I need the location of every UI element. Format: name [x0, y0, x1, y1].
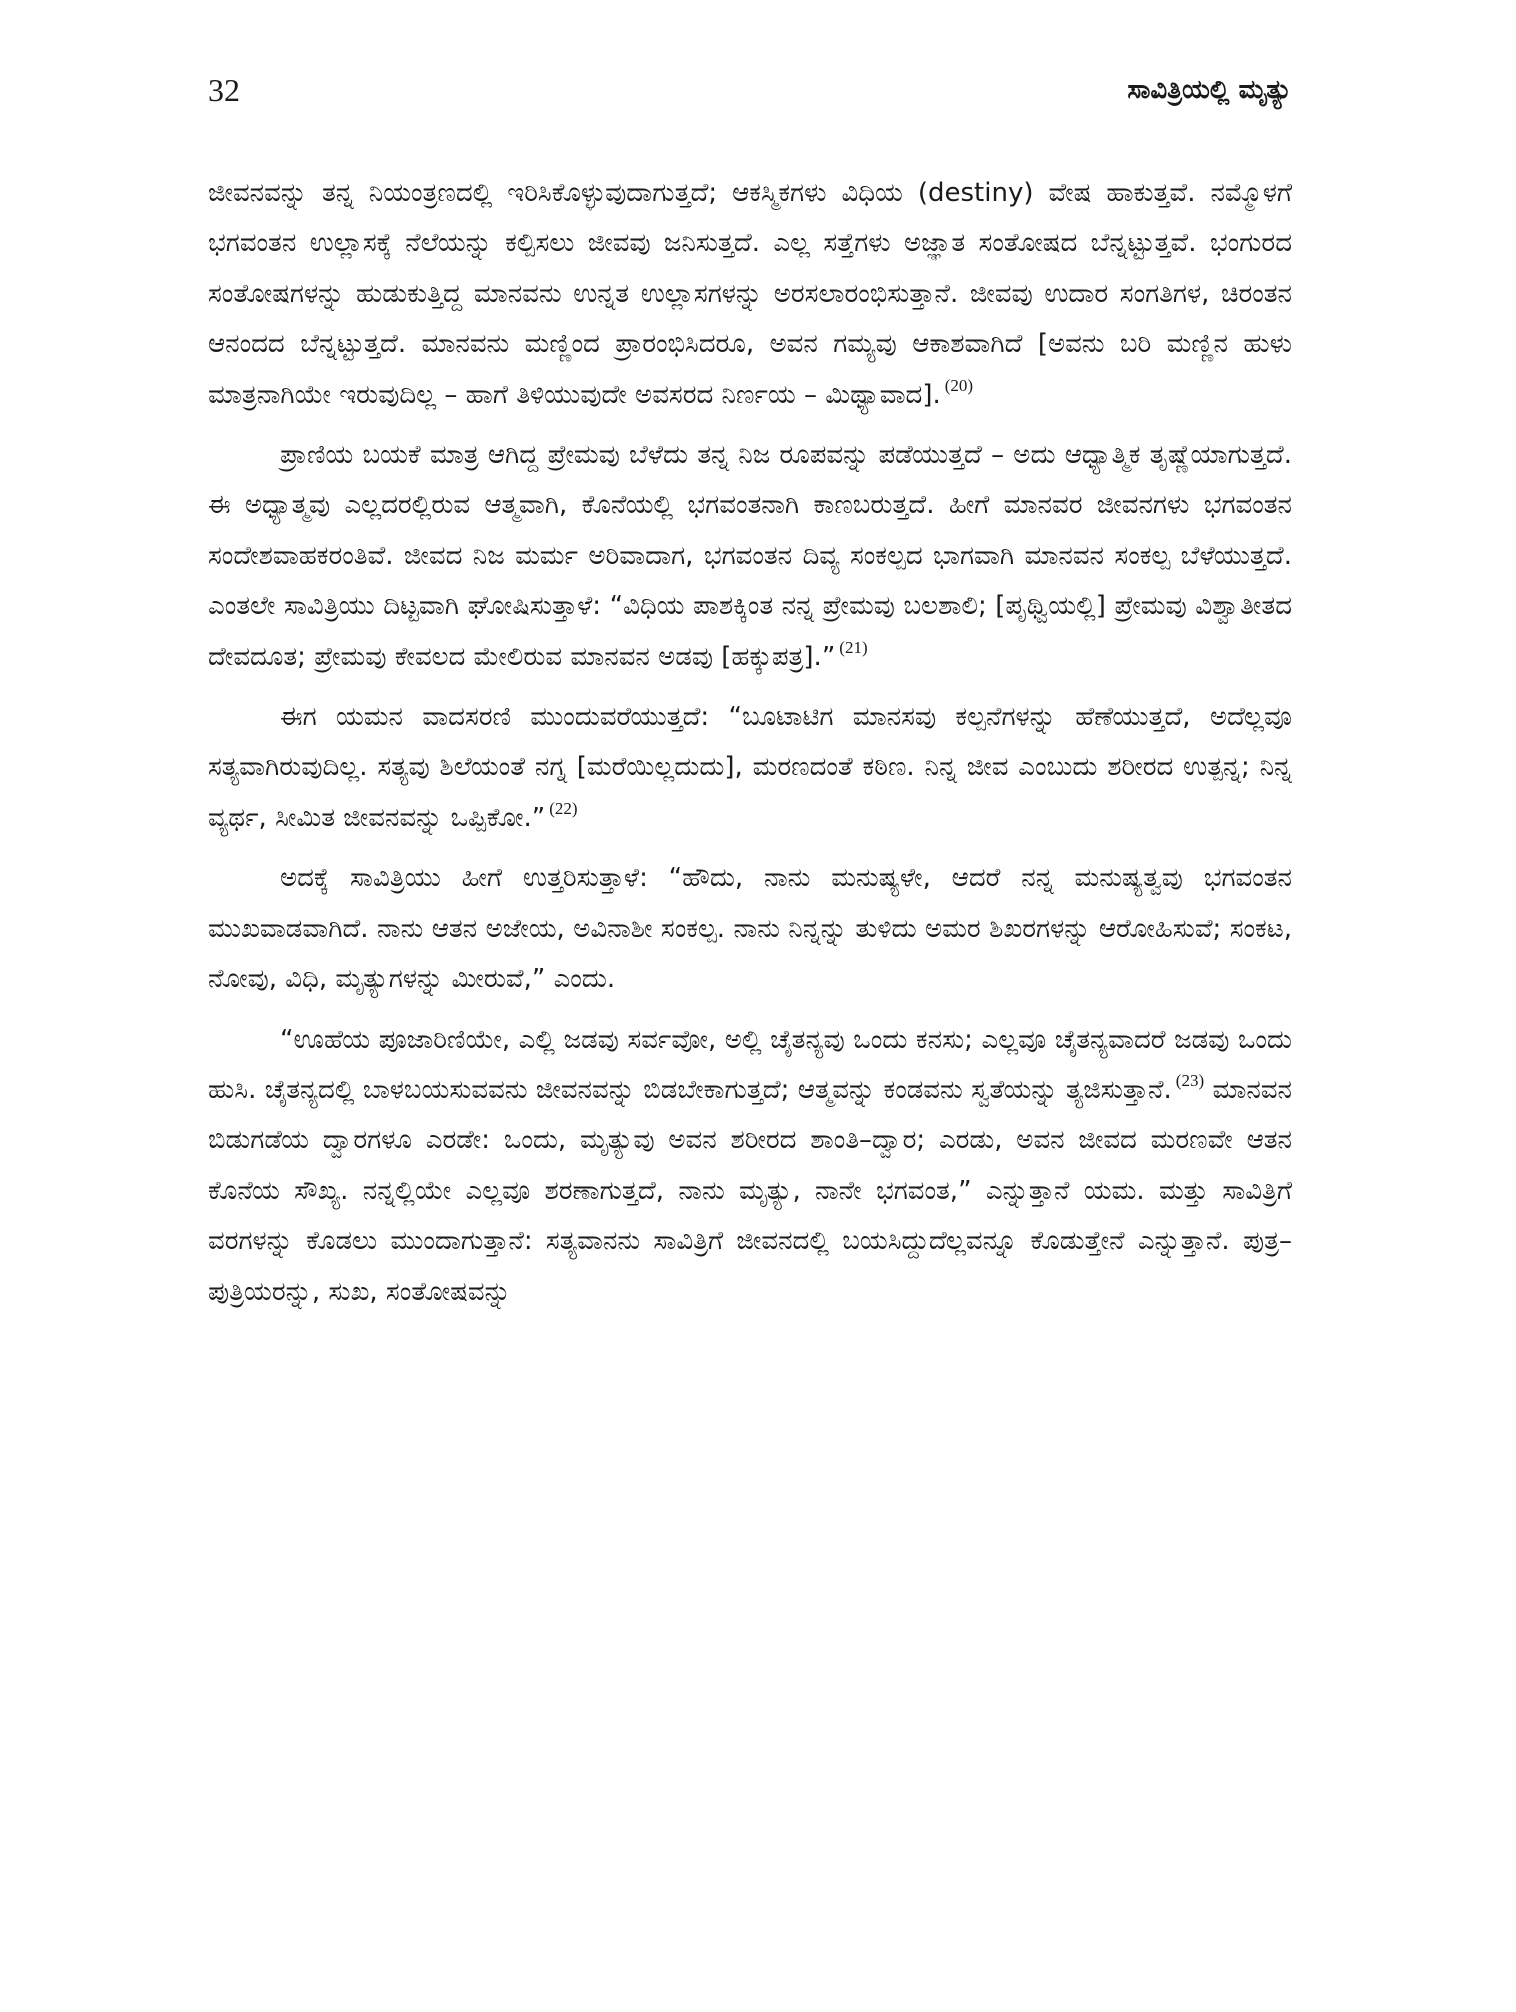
paragraph-text-continued: ಮಾನವನ ಬಿಡುಗಡೆಯ ದ್ವಾರಗಳೂ ಎರಡೇ: ಒಂದು, ಮೃತ್ಯುವು ಅವನ ಶರೀರದ ಶಾಂತಿ–ದ್ವಾರ; ಎರಡು, ಅವನ ಜೀವದ ಮರಣವೇ ಆತನ ಕೊನೆಯ ಸೌಖ್ಯ. ನನ್ನಲ್ಲಿಯೇ ಎಲ್ಲವೂ ಶರಣಾಗುತ್ತದೆ, ನಾನು ಮೃತ್ಯು, ನಾನೇ ಭಗವಂತ,” ಎನ್ನುತ್ತಾನೆ ಯಮ. ಮತ್ತು ಸಾವಿತ್ರಿಗೆ ವರಗಳನ್ನು ಕೊಡಲು ಮುಂದಾಗುತ್ತಾನೆ: ಸತ್ಯವಾನನು ಸಾವಿತ್ರಿಗೆ ಜೀವನದಲ್ಲಿ ಬಯಸಿದ್ದುದೆಲ್ಲವನ್ನೂ ಕೊಡುತ್ತೇನೆ ಎನ್ನುತ್ತಾನೆ. ಪುತ್ರ–ಪುತ್ರಿಯರನ್ನು, ಸುಖ, ಸಂತೋಷವನ್ನು	[208, 1074, 1292, 1307]
paragraph	[208, 430, 1292, 682]
footnote-reference: (21)	[839, 637, 868, 657]
footnote-reference: (20)	[944, 375, 974, 395]
paragraph-text: “ಊಹೆಯ ಪೂಜಾರಿಣಿಯೇ, ಎಲ್ಲಿ ಜಡವು ಸರ್ವವೋ, ಅಲ್ಲಿ ಚೈತನ್ಯವು ಒಂದು ಕನಸು; ಎಲ್ಲವೂ ಚೈತನ್ಯವಾದರೆ ಜಡವು ಒಂದು ಹುಸಿ. ಚೈತನ್ಯದಲ್ಲಿ ಬಾಳಬಯಸುವವನು ಜೀವನವನ್ನು ಬಿಡಬೇಕಾಗುತ್ತದೆ; ಆತ್ಮವನ್ನು ಕಂಡವನು ಸ್ವತೆಯನ್ನು ತ್ಯಜಿಸುತ್ತಾನೆ.	[208, 1024, 1292, 1105]
paragraph-text: ಅದಕ್ಕೆ ಸಾವಿತ್ರಿಯು ಹೀಗೆ ಉತ್ತರಿಸುತ್ತಾಳೆ: “ಹೌದು, ನಾನು ಮನುಷ್ಯಳೇ, ಆದರೆ ನನ್ನ ಮನುಷ್ಯತ್ವವು ಭಗವಂತನ ಮುಖವಾಡವಾಗಿದೆ. ನಾನು ಆತನ ಅಜೇಯ, ಅವಿನಾಶೀ ಸಂಕಲ್ಪ. ನಾನು ನಿನ್ನನ್ನು ತುಳಿದು ಅಮರ ಶಿಖರಗಳನ್ನು ಆರೋಹಿಸುವೆ; ಸಂಕಟ, ನೋವು, ವಿಧಿ, ಮೃತ್ಯುಗಳನ್ನು ಮೀರುವೆ,” ಎಂದು.	[208, 863, 1292, 995]
page-header	[208, 62, 1292, 110]
paragraph-text: ಜೀವನವನ್ನು ತನ್ನ ನಿಯಂತ್ರಣದಲ್ಲಿ ಇರಿಸಿಕೊಳ್ಳುವುದಾಗುತ್ತದೆ; ಆಕಸ್ಮಿಕಗಳು ವಿಧಿಯ (destiny) ವೇಷ ಹಾಕುತ್ತವೆ. ನಮ್ಮೊಳಗೆ ಭಗವಂತನ ಉಲ್ಲಾಸಕ್ಕೆ ನೆಲೆಯನ್ನು ಕಲ್ಪಿಸಲು ಜೀವವು ಜನಿಸುತ್ತದೆ. ಎಲ್ಲ ಸತ್ತೆಗಳು ಅಜ್ಞಾತ ಸಂತೋಷದ ಬೆನ್ನಟ್ಟುತ್ತವೆ. ಭಂಗುರದ ಸಂತೋಷಗಳನ್ನು ಹುಡುಕುತ್ತಿದ್ದ ಮಾನವನು ಉನ್ನತ ಉಲ್ಲಾಸಗಳನ್ನು ಅರಸಲಾರಂಭಿಸುತ್ತಾನೆ. ಜೀವವು ಉದಾರ ಸಂಗತಿಗಳ, ಚಿರಂತನ ಆನಂದದ ಬೆನ್ನಟ್ಟುತ್ತದೆ. ಮಾನವನು ಮಣ್ಣಿಂದ ಪ್ರಾರಂಭಿಸಿದರೂ, ಅವನ ಗಮ್ಯವು ಆಕಾಶವಾಗಿದೆ [ಅವನು ಬರಿ ಮಣ್ಣಿನ ಹುಳು ಮಾತ್ರನಾಗಿಯೇ ಇರುವುದಿಲ್ಲ – ಹಾಗೆ ತಿಳಿಯುವುದೇ ಅವಸರದ ನಿರ್ಣಯ – ಮಿಥ್ಯಾವಾದ].	[208, 178, 1292, 410]
paragraph-text: ಪ್ರಾಣಿಯ ಬಯಕೆ ಮಾತ್ರ ಆಗಿದ್ದ ಪ್ರೇಮವು ಬೆಳೆದು ತನ್ನ ನಿಜ ರೂಪವನ್ನು ಪಡೆಯುತ್ತದೆ – ಅದು ಆಧ್ಯಾತ್ಮಿಕ ತೃಷ್ಣೆಯಾಗುತ್ತದೆ. ಈ ಅಧ್ಯಾತ್ಮವು ಎಲ್ಲದರಲ್ಲಿರುವ ಆತ್ಮವಾಗಿ, ಕೊನೆಯಲ್ಲಿ ಭಗವಂತನಾಗಿ ಕಾಣಬರುತ್ತದೆ. ಹೀಗೆ ಮಾನವರ ಜೀವನಗಳು ಭಗವಂತನ ಸಂದೇಶವಾಹಕರಂತಿವೆ. ಜೀವದ ನಿಜ ಮರ್ಮ ಅರಿವಾದಾಗ, ಭಗವಂತನ ದಿವ್ಯ ಸಂಕಲ್ಪದ ಭಾಗವಾಗಿ ಮಾನವನ ಸಂಕಲ್ಪ ಬೆಳೆಯುತ್ತದೆ. ಎಂತಲೇ ಸಾವಿತ್ರಿಯು ದಿಟ್ಟವಾಗಿ ಘೋಷಿಸುತ್ತಾಳೆ: “ವಿಧಿಯ ಪಾಶಕ್ಕಿಂತ ನನ್ನ ಪ್ರೇಮವು ಬಲಶಾಲಿ; [ಪೃಥ್ವಿಯಲ್ಲಿ] ಪ್ರೇಮವು ವಿಶ್ವಾತೀತದ ದೇವದೂತ; ಪ್ರೇಮವು ಕೇವಲದ ಮೇಲಿರುವ ಮಾನವನ ಅಡವು [ಹಕ್ಕುಪತ್ರ].”	[208, 440, 1292, 672]
paragraph	[208, 1015, 1292, 1317]
page-body	[208, 168, 1292, 1327]
paragraph	[208, 168, 1292, 420]
footnote-reference: (23)	[1175, 1070, 1205, 1090]
page-number: 32	[208, 72, 240, 108]
paragraph	[208, 853, 1292, 1004]
footnote-reference: (22)	[549, 798, 578, 818]
running-title: ಸಾವಿತ್ರಿಯಲ್ಲಿ ಮೃತ್ಯು	[1127, 75, 1292, 105]
paragraph-text: ಈಗ ಯಮನ ವಾದಸರಣಿ ಮುಂದುವರೆಯುತ್ತದೆ: “ಬೂಟಾಟಿಗ ಮಾನಸವು ಕಲ್ಪನೆಗಳನ್ನು ಹೆಣೆಯುತ್ತದೆ, ಅದೆಲ್ಲವೂ ಸತ್ಯವಾಗಿರುವುದಿಲ್ಲ. ಸತ್ಯವು ಶಿಲೆಯಂತೆ ನಗ್ನ [ಮರೆಯಿಲ್ಲದುದು], ಮರಣದಂತೆ ಕಠಿಣ. ನಿನ್ನ ಜೀವ ಎಂಬುದು ಶರೀರದ ಉತ್ಪನ್ನ; ನಿನ್ನ ವ್ಯರ್ಥ, ಸೀಮಿತ ಜೀವನವನ್ನು ಒಪ್ಪಿಕೋ.”	[208, 702, 1292, 833]
paragraph	[208, 692, 1292, 843]
